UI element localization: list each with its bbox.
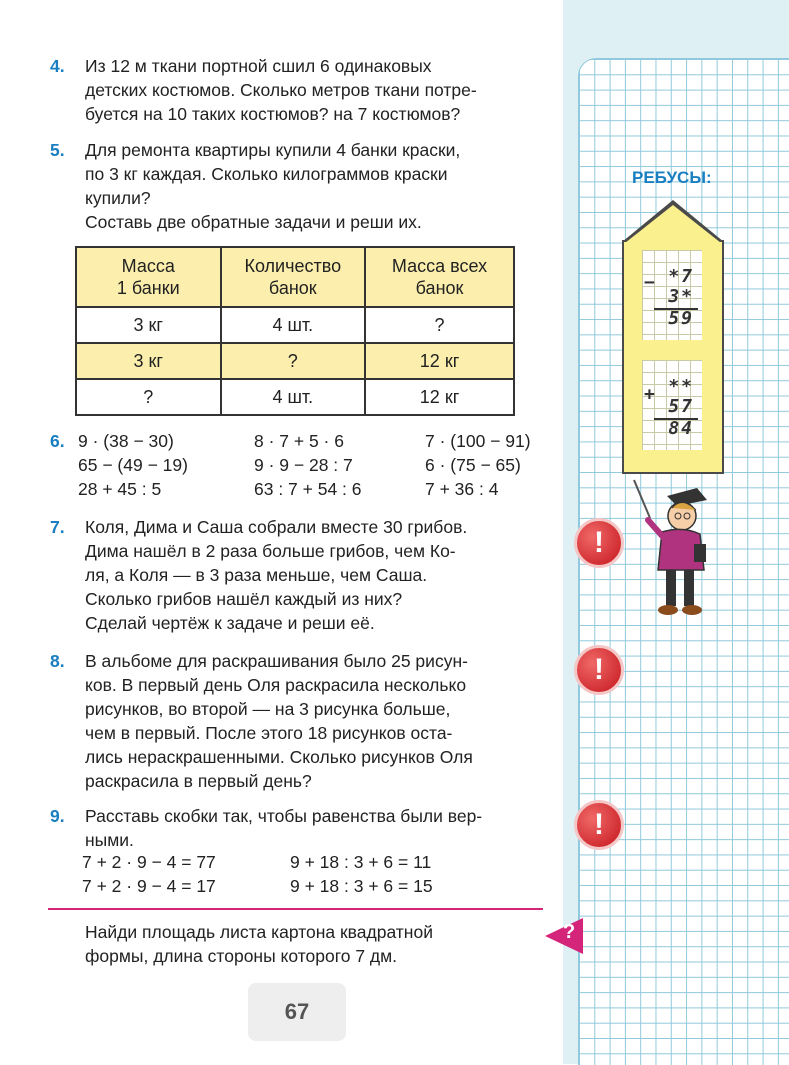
text-line: Коля, Дима и Саша собрали вместе 30 грибов. — [85, 517, 468, 537]
expression-column-2 — [254, 429, 362, 501]
table-cell: 3 кг — [76, 307, 221, 343]
exercise-number: 5. — [50, 140, 65, 160]
plus-sign: + — [644, 384, 655, 405]
table-cell: 4 шт. — [221, 307, 366, 343]
teacher-illustration — [612, 478, 722, 618]
text-line: Сколько грибов нашёл каждый из них? — [85, 589, 403, 609]
table-header: Масса всех банок — [365, 247, 514, 307]
text-line: буется на 10 таких костюмов? на 7 костюмов? — [85, 104, 461, 124]
equation: 7 + 2 · 9 − 4 = 17 — [82, 876, 216, 896]
text-line: В альбоме для раскрашивания было 25 рисун- — [85, 651, 468, 671]
equation-column-2 — [290, 850, 433, 898]
important-exclamation-icon: ! — [574, 518, 624, 568]
question-mark-icon: ? — [563, 921, 576, 943]
important-exclamation-icon: ! — [574, 645, 624, 695]
important-exclamation-icon: ! — [574, 800, 624, 850]
expression: 9 · 9 − 28 : 7 — [254, 455, 353, 475]
text-line: раскрасила в первый день? — [85, 771, 312, 791]
table-cell: ? — [365, 307, 514, 343]
table-cell: ? — [76, 379, 221, 415]
table-header: Количество банок — [221, 247, 366, 307]
expression: 6 · (75 − 65) — [425, 455, 521, 475]
text-line: ными. — [85, 830, 134, 850]
rebus-subtraction — [642, 250, 702, 340]
equation: 7 + 2 · 9 − 4 = 77 — [82, 852, 216, 872]
equation-column-1 — [82, 850, 216, 898]
minus-sign: − — [644, 272, 655, 293]
expression: 65 − (49 − 19) — [78, 455, 188, 475]
table-row — [76, 307, 514, 343]
pencil-tip-fill — [625, 205, 721, 243]
table-cell: 4 шт. — [221, 379, 366, 415]
text-line: детских костюмов. Сколько метров ткани потре- — [85, 80, 477, 100]
equation: 9 + 18 : 3 + 6 = 11 — [290, 852, 432, 872]
exercise-number: 6. — [50, 431, 65, 451]
text-line: Сделай чертёж к задаче и реши её. — [85, 613, 375, 633]
expression-column-3 — [425, 429, 531, 501]
text-line: ля, а Коля — в 3 раза меньше, чем Саша. — [85, 565, 428, 585]
table-cell: 12 кг — [365, 379, 514, 415]
rebus-result: 59 — [668, 308, 694, 329]
text-line: Найди площадь листа картона квадратной — [85, 922, 433, 942]
text-line: формы, длина стороны которого 7 дм. — [85, 946, 398, 966]
expression: 28 + 45 : 5 — [78, 479, 162, 499]
text-line: Из 12 м ткани портной сшил 6 одинаковых — [85, 56, 432, 76]
text-line: по 3 кг каждая. Сколько килограммов краски — [85, 164, 448, 184]
table-cell: 3 кг — [76, 343, 221, 379]
table-cell: ? — [221, 343, 366, 379]
rebus-addition — [642, 360, 702, 450]
expression: 63 : 7 + 54 : 6 — [254, 479, 362, 499]
expression: 9 · (38 − 30) — [78, 431, 174, 451]
rebus-row: ** — [668, 376, 694, 397]
rebus-title: РЕБУСЫ: — [632, 168, 712, 187]
table-row — [76, 379, 514, 415]
table-row — [76, 343, 514, 379]
expression: 7 + 36 : 4 — [425, 479, 499, 499]
text-line: рисунков, во второй — на 3 рисунка больше, — [85, 699, 451, 719]
expression: 7 · (100 − 91) — [425, 431, 531, 451]
mass-table — [75, 246, 515, 416]
expression: 8 · 7 + 5 · 6 — [254, 431, 344, 451]
rebus-result: 84 — [668, 418, 694, 439]
exercise-text — [85, 920, 555, 968]
exercise-number: 8. — [50, 651, 65, 671]
text-line: Составь две обратные задачи и реши их. — [85, 212, 422, 232]
exercise-number: 7. — [50, 517, 65, 537]
table-header: Масса 1 банки — [76, 247, 221, 307]
equation: 9 + 18 : 3 + 6 = 15 — [290, 876, 433, 896]
text-line: ков. В первый день Оля раскрасила несколько — [85, 675, 467, 695]
page-number: 67 — [248, 983, 346, 1041]
exercise-text — [85, 804, 555, 852]
exercise-text — [85, 649, 555, 793]
section-divider — [48, 908, 543, 910]
exercise-number: 9. — [50, 806, 65, 826]
table-cell: 12 кг — [365, 343, 514, 379]
rebus-row: 3* — [668, 286, 694, 307]
expression-column-1 — [78, 429, 188, 501]
exercise-text — [85, 138, 555, 234]
text-line: Расставь скобки так, чтобы равенства были вер- — [85, 806, 483, 826]
exercise-text — [85, 54, 555, 126]
text-line: лись нераскрашенными. Сколько рисунков Оля — [85, 747, 473, 767]
exercise-text — [85, 515, 555, 635]
text-line: Дима нашёл в 2 раза больше грибов, чем Ко- — [85, 541, 456, 561]
exercise-number: 4. — [50, 56, 65, 76]
text-line: чем в первый. После этого 18 рисунков оста- — [85, 723, 453, 743]
rebus-row: 57 — [668, 396, 694, 417]
text-line: Для ремонта квартиры купили 4 банки краски, — [85, 140, 461, 160]
text-line: купили? — [85, 188, 151, 208]
rebus-row: *7 — [668, 266, 694, 287]
